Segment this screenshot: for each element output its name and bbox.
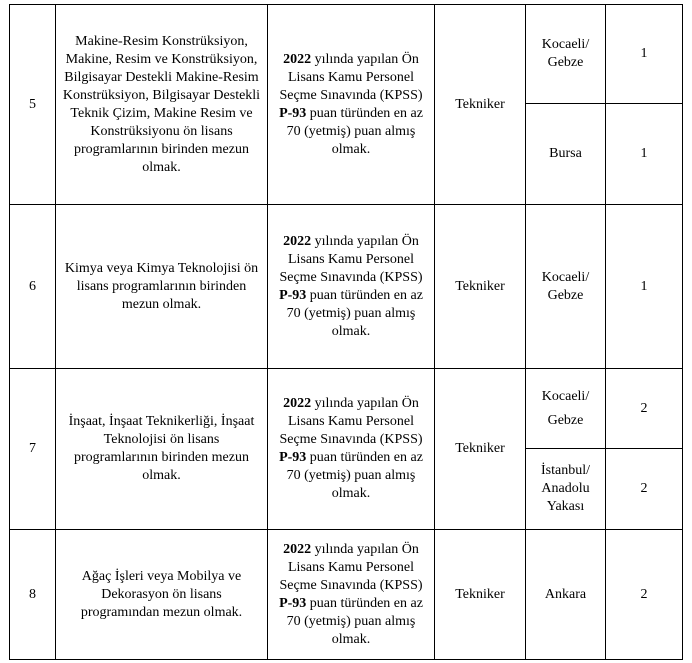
education-requirement: Makine-Resim Konstrüksiyon, Makine, Resim ve Konstrüksiyon, Bilgisayar Destekli Makine-Resim Konstrüksiyon, Bilgisayar Destekli Teknik Çizim, Makine Resim ve Konstrüksiyonu ön lisans programlarının birinden mezun olmak. bbox=[56, 5, 268, 205]
location: Ankara bbox=[526, 530, 606, 660]
location: Kocaeli/ Gebze bbox=[526, 5, 606, 104]
exam-requirement: 2022 yılında yapılan Ön Lisans Kamu Personel Seçme Sınavında (KPSS) P-93 puan türünden en az 70 (yetmiş) puan almış olmak. bbox=[268, 369, 435, 530]
position-count: 1 bbox=[606, 5, 683, 104]
exam-year: 2022 bbox=[283, 541, 312, 557]
position-count: 2 bbox=[606, 449, 683, 530]
position-count: 1 bbox=[606, 205, 683, 369]
location: Kocaeli/ Gebze bbox=[526, 205, 606, 369]
position-table bbox=[9, 4, 683, 660]
exam-requirement: 2022 yılında yapılan Ön Lisans Kamu Personel Seçme Sınavında (KPSS) P-93 puan türünden en az 70 (yetmiş) puan almış olmak. bbox=[268, 5, 435, 205]
job-title: Tekniker bbox=[435, 369, 526, 530]
exam-code: P-93 bbox=[279, 450, 307, 465]
education-requirement: Kimya veya Kimya Teknolojisi ön lisans programlarının birinden mezun olmak. bbox=[56, 205, 268, 369]
job-title: Tekniker bbox=[435, 205, 526, 369]
row-number: 8 bbox=[10, 530, 56, 660]
exam-year: 2022 bbox=[283, 233, 312, 249]
row-number: 7 bbox=[10, 369, 56, 530]
exam-year: 2022 bbox=[283, 396, 312, 411]
position-count: 1 bbox=[606, 104, 683, 205]
exam-requirement: 2022 yılında yapılan Ön Lisans Kamu Personel Seçme Sınavında (KPSS) P-93 puan türünden en az 70 (yetmiş) puan almış olmak. bbox=[268, 530, 435, 660]
table-row bbox=[10, 5, 683, 104]
position-count: 2 bbox=[606, 530, 683, 660]
table-row bbox=[10, 369, 683, 449]
table-row bbox=[10, 530, 683, 660]
exam-year: 2022 bbox=[283, 51, 312, 67]
job-title: Tekniker bbox=[435, 530, 526, 660]
exam-code: P-93 bbox=[279, 287, 307, 303]
exam-requirement: 2022 yılında yapılan Ön Lisans Kamu Personel Seçme Sınavında (KPSS) P-93 puan türünden en az 70 (yetmiş) puan almış olmak. bbox=[268, 205, 435, 369]
location: Kocaeli/ Gebze bbox=[526, 369, 606, 449]
row-number: 5 bbox=[10, 5, 56, 205]
location: İstanbul/ Anadolu Yakası bbox=[526, 449, 606, 530]
position-count: 2 bbox=[606, 369, 683, 449]
exam-code: P-93 bbox=[279, 105, 307, 121]
education-requirement: Ağaç İşleri veya Mobilya ve Dekorasyon ön lisans programından mezun olmak. bbox=[56, 530, 268, 660]
exam-code: P-93 bbox=[279, 595, 307, 611]
table-row bbox=[10, 205, 683, 369]
education-requirement: İnşaat, İnşaat Teknikerliği, İnşaat Teknolojisi ön lisans programlarının birinden mezun olmak. bbox=[56, 369, 268, 530]
row-number: 6 bbox=[10, 205, 56, 369]
position-table-wrapper bbox=[9, 4, 683, 660]
job-title: Tekniker bbox=[435, 5, 526, 205]
location: Bursa bbox=[526, 104, 606, 205]
